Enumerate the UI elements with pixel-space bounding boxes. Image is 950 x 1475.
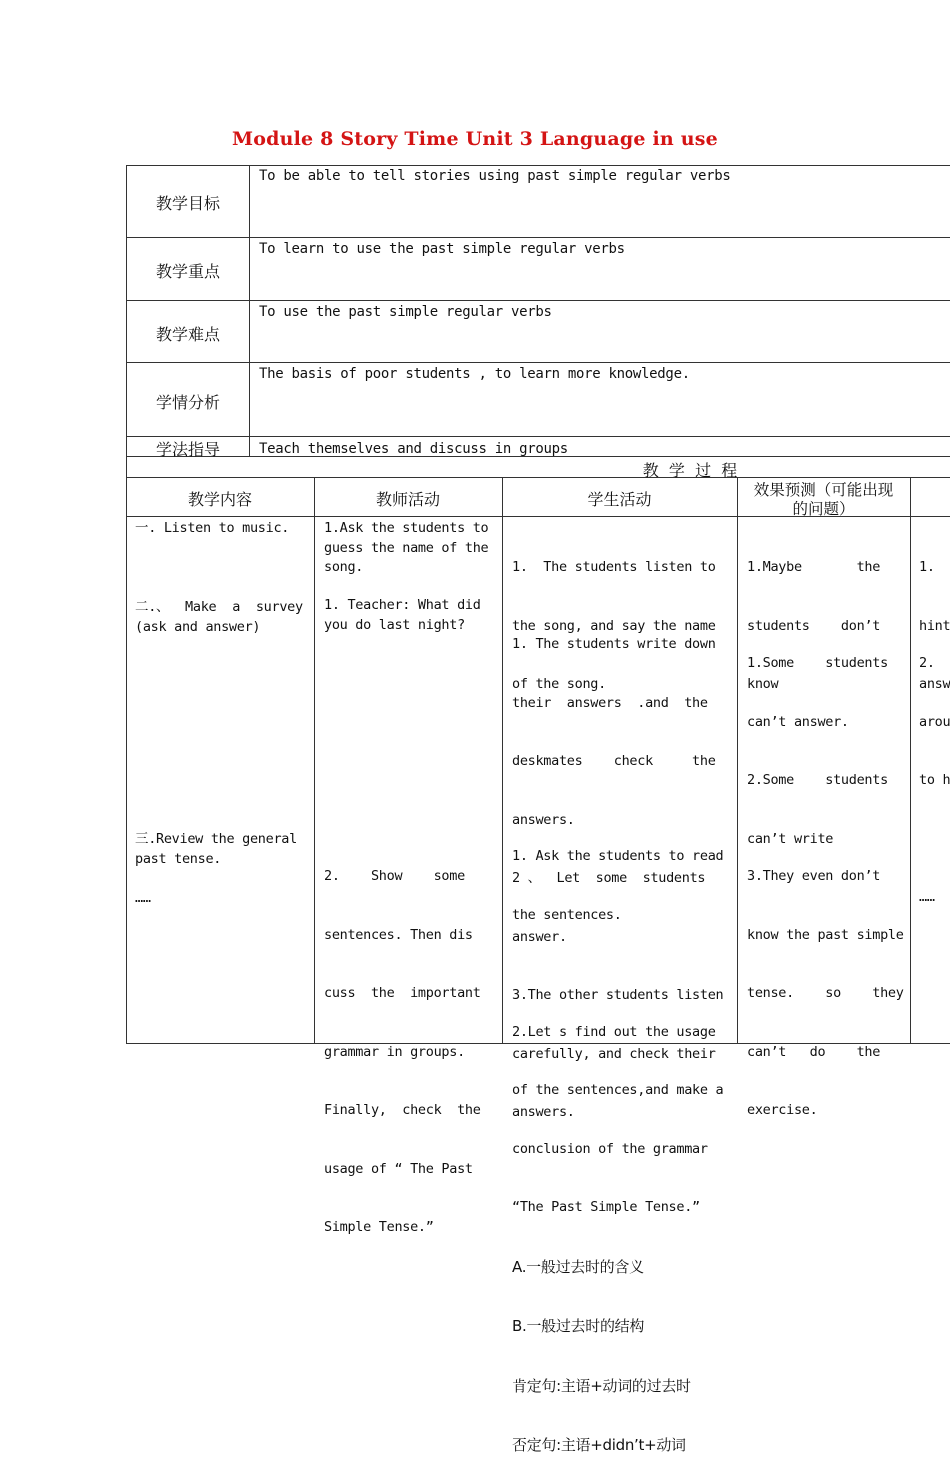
value-teaching-difficulty: To use the past simple regular verbs [259,304,552,320]
last-column-step-2: 2. arou to h …… [919,655,950,905]
teacher-step-2: 1. Teacher: What did you do last night? [324,597,481,633]
teacher-step-1: 1.Ask the students to guess the name of the song. [324,520,489,575]
content-step-3: 三.Review the general past tense. …… [135,831,297,906]
content-step-1: 一. Listen to music. [135,520,290,536]
teacher-step-3: 2. Show some sentences. Then dis cuss the important grammar in groups. Finally, check the usage of “ The Past Simple Tense.” [324,868,481,1235]
effect-step-1: 1.Maybe the students don’t know [747,559,881,692]
header-effect-line1: 效果预测（可能出现 [753,481,894,499]
value-learning-method: Teach themselves and discuss in groups [259,441,568,457]
header-content: 教学内容 [187,490,252,509]
col-divider [737,477,738,1044]
header-student: 学生活动 [587,490,652,509]
value-student-analysis: The basis of poor students , to learn more knowledge. [259,366,690,382]
student-step-1: 1. The students listen to the song, and say the name of the song. [512,559,716,692]
label-teaching-difficulty: 教学难点 [155,325,220,344]
table-border-left [126,165,127,1044]
last-column-step-1: 1. hint answ [919,559,950,692]
label-teaching-goal: 教学目标 [155,194,220,213]
label-learning-method: 学法指导 [155,440,220,459]
effect-step-3: 3.They even don’t know the past simple tense. so they can’t do the exercise. [747,868,904,1118]
process-title: 教 学 过 程 [642,461,738,480]
label-student-analysis: 学情分析 [155,393,220,412]
col-divider [502,477,503,1044]
value-teaching-goal: To be able to tell stories using past simple regular verbs [259,168,731,184]
label-teaching-focus: 教学重点 [155,262,220,281]
student-step-2: 1. The students write down their answers .and the deskmates check the answers. 2 、 Let some students answer. 3.The other students listen carefully, and check their answers. [512,636,724,1120]
col-divider [910,477,911,1044]
col-divider [314,477,315,1044]
content-column [135,519,306,539]
page-title: Module 8 Story Time Unit 3 Language in use [232,128,718,150]
effect-step-2: 1.Some students can’t answer. 2.Some students can’t write [747,655,888,847]
student-step-3: 1. Ask the students to read the sentences. 2.Let s find out the usage of the sentences,and make a conclusion of the grammar “The Past Simple Tense.” A.一般过去时的含义 B.一般过去时的结构 肯定句:主语+动词的过去时 否定句:主语+didn’t+动词 [512,848,724,1454]
header-effect-line2: 的问题） [792,500,855,518]
value-teaching-focus: To learn to use the past simple regular verbs [259,241,625,257]
content-step-2: 二.、 Make a survey (ask and answer) [135,599,303,635]
header-teacher: 教师活动 [375,490,440,509]
